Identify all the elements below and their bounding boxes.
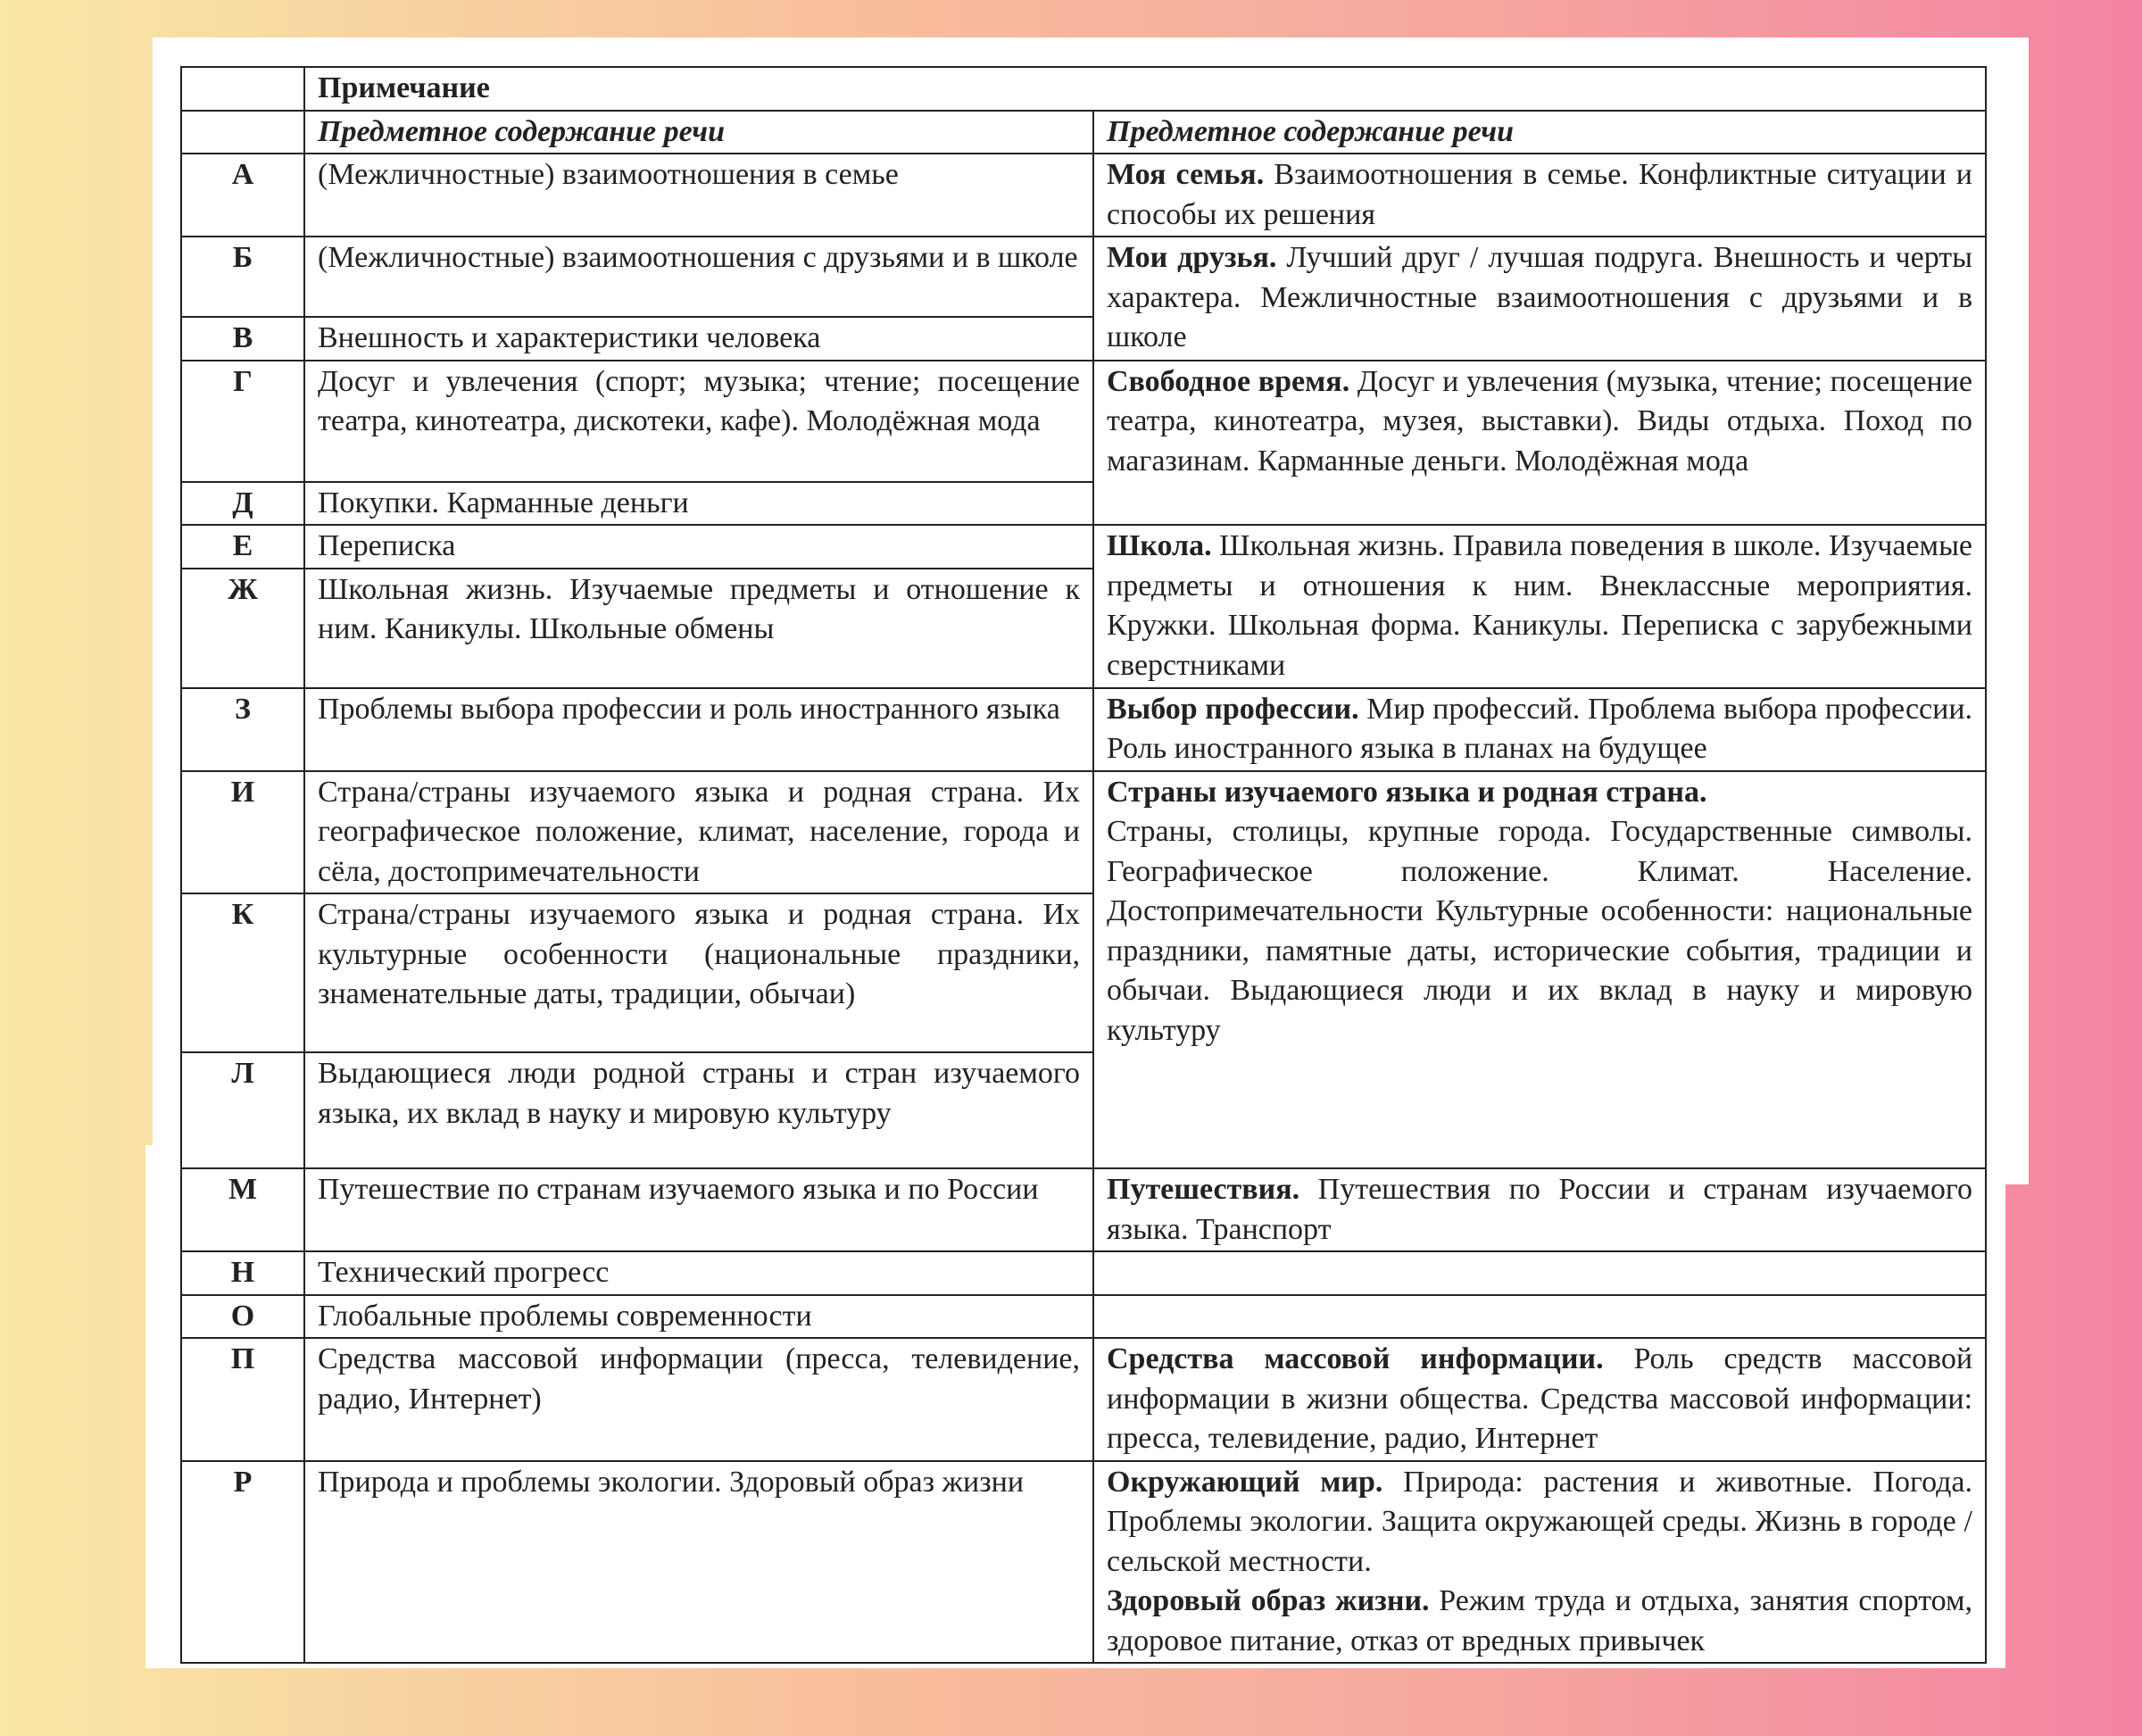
topic-title: Моя семья. — [1107, 158, 1265, 191]
table-row — [181, 1461, 1986, 1664]
column-header-right: Предметное содержание речи — [1093, 111, 1986, 154]
row-topic-right — [1093, 237, 1986, 361]
row-topic-left: Школьная жизнь. Изучаемые предметы и отношение к ним. Каникулы. Школьные обмены — [304, 569, 1093, 688]
table-row — [181, 237, 1986, 317]
row-letter: Н — [181, 1251, 304, 1295]
row-letter: Р — [181, 1461, 304, 1664]
column-header-left: Предметное содержание речи — [304, 111, 1093, 154]
column-header-row — [181, 111, 1986, 154]
table-row — [181, 1295, 1986, 1339]
row-topic-left: Технический прогресс — [304, 1251, 1093, 1295]
row-topic-left: Страна/страны изучаемого языка и родная страна. Их культурные особенности (национальные праздники, знаменательные даты, традиции, обычаи) — [304, 893, 1093, 1052]
topic-text: Школьная жизнь. Правила поведения в школе. Изучаемые предметы и отношения к ним. Внеклассные мероприятия. Кружки. Школьная форма. Каникулы. Переписка с зарубежными сверстниками — [1107, 529, 1973, 682]
topic-title: Свободное время. — [1107, 364, 1350, 398]
header-letter-cell — [181, 111, 304, 154]
topic-text: Взаимоотношения в семье. Конфликтные ситуации и способы их решения — [1107, 158, 1973, 231]
row-topic-left: Переписка — [304, 525, 1093, 569]
table-row — [181, 154, 1986, 237]
row-topic-left: Проблемы выбора профессии и роль иностранного языка — [304, 688, 1093, 771]
row-topic-right — [1093, 154, 1986, 237]
row-topic-left: Путешествие по странам изучаемого языка и по России — [304, 1168, 1093, 1251]
row-topic-right — [1093, 1168, 1986, 1251]
table-row — [181, 525, 1986, 569]
topic-title: Окружающий мир. — [1107, 1465, 1383, 1499]
row-letter: Ж — [181, 569, 304, 688]
row-topic-left: Природа и проблемы экологии. Здоровый образ жизни — [304, 1461, 1093, 1664]
row-topic-left: Покупки. Карманные деньги — [304, 482, 1093, 526]
topics-table — [180, 66, 1987, 1664]
row-topic-left: Выдающиеся люди родной страны и стран изучаемого языка, их вклад в науку и мировую культуру — [304, 1052, 1093, 1168]
row-letter: Е — [181, 525, 304, 569]
topic-title: Здоровый образ жизни. — [1107, 1584, 1430, 1617]
row-topic-right — [1093, 1461, 1986, 1664]
topic-text: Путешествия по России и странам изучаемого языка. Транспорт — [1107, 1173, 1973, 1246]
topic-title: Путешествия. — [1107, 1173, 1300, 1206]
row-letter: Г — [181, 361, 304, 482]
row-topic-right — [1093, 361, 1986, 526]
row-letter: В — [181, 317, 304, 361]
topic-text: Природа: растения и животные. Погода. Проблемы экологии. Защита окружающей среды. Жизнь в городе / сельской местности. — [1107, 1465, 1973, 1578]
note-row — [181, 67, 1986, 111]
row-letter: М — [181, 1168, 304, 1251]
topic-title: Страны изучаемого языка и родная страна. — [1107, 775, 1707, 809]
row-letter: П — [181, 1338, 304, 1461]
note-letter-cell — [181, 67, 304, 111]
row-topic-left: Внешность и характеристики человека — [304, 317, 1093, 361]
topic-title: Выбор профессии. — [1107, 692, 1359, 726]
table-row — [181, 1168, 1986, 1251]
topic-text: Лучший друг / лучшая подруга. Внешность и черты характера. Межличностные взаимоотношения с друзьями и в школе — [1107, 241, 1973, 353]
topic-text: Роль средств массовой информации в жизни общества. Средства массовой информации: пресса, телевидение, радио, Интернет — [1107, 1342, 1973, 1455]
row-topic-right — [1093, 1251, 1986, 1295]
row-topic-left: Средства массовой информации (пресса, телевидение, радио, Интернет) — [304, 1338, 1093, 1461]
table-row — [181, 688, 1986, 771]
table-row — [181, 771, 1986, 894]
table-row — [181, 361, 1986, 482]
table-row — [181, 1338, 1986, 1461]
topic-text: Досуг и увлечения (музыка, чтение; посещение театра, кинотеатра, музея, выставки). Виды отдыха. Поход по магазинам. Карманные деньги. Молодёжная мода — [1107, 364, 1973, 478]
row-topic-left: Страна/страны изучаемого языка и родная страна. Их географическое положение, климат, население, города и сёла, достопримечательности — [304, 771, 1093, 894]
row-letter: З — [181, 688, 304, 771]
row-letter: И — [181, 771, 304, 894]
row-topic-right — [1093, 1338, 1986, 1461]
row-topic-left: Глобальные проблемы современности — [304, 1295, 1093, 1339]
row-topic-right — [1093, 1295, 1986, 1339]
row-topic-left: (Межличностные) взаимоотношения в семье — [304, 154, 1093, 237]
row-topic-left: Досуг и увлечения (спорт; музыка; чтение; посещение театра, кинотеатра, дискотеки, кафе). Молодёжная мода — [304, 361, 1093, 482]
topic-text: Страны, столицы, крупные города. Государственные символы. Географическое положение. Климат. Население. Достопримечательности Культурные особенности: национальные праздники, памятные даты, исторические события, традиции и обычаи. Выдающиеся люди и их вклад в науку и мировую культуру — [1107, 815, 1973, 1047]
row-topic-right — [1093, 771, 1986, 1169]
row-topic-right — [1093, 525, 1986, 688]
table-row — [181, 1251, 1986, 1295]
note-header: Примечание — [304, 67, 1986, 111]
row-topic-right — [1093, 688, 1986, 771]
topic-title: Школа. — [1107, 529, 1212, 562]
topic-text: Режим труда и отдыха, занятия спортом, здоровое питание, отказ от вредных привычек — [1107, 1584, 1972, 1657]
row-letter: Б — [181, 237, 304, 317]
row-letter: А — [181, 154, 304, 237]
topic-title: Мои друзья. — [1107, 241, 1277, 274]
row-letter: Д — [181, 482, 304, 526]
topic-text: Мир профессий. Проблема выбора профессии. Роль иностранного языка в планах на будущее — [1107, 692, 1973, 765]
row-letter: О — [181, 1295, 304, 1339]
row-letter: Л — [181, 1052, 304, 1168]
row-letter: К — [181, 893, 304, 1052]
row-topic-left: (Межличностные) взаимоотношения с друзьями и в школе — [304, 237, 1093, 317]
topic-title: Средства массовой информации. — [1107, 1342, 1604, 1375]
